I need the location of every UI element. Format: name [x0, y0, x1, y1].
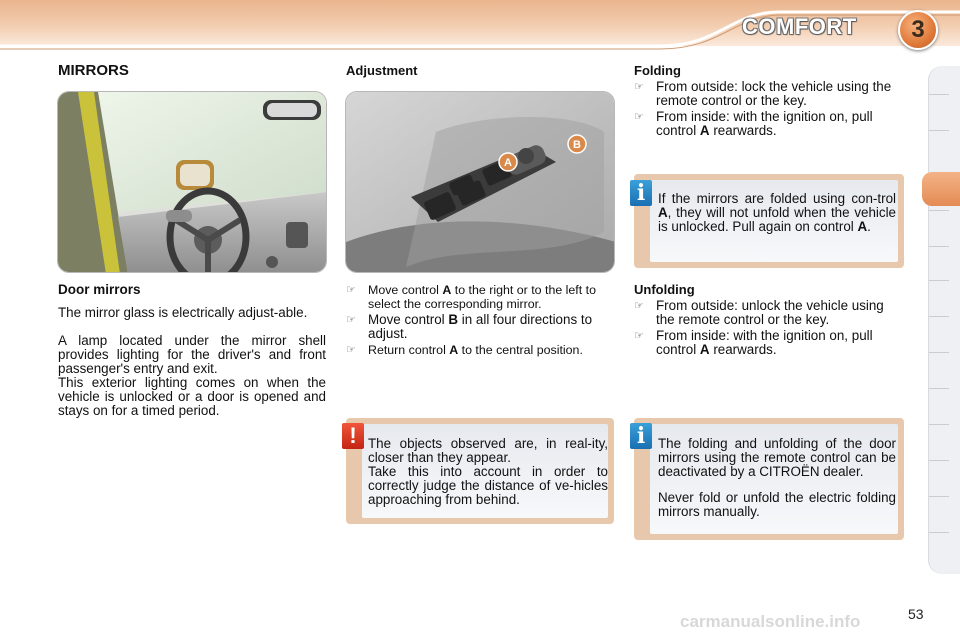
warning-note-text: The objects observed are, in real-ity, closer than they appear. [368, 436, 608, 465]
note-text: If the mirrors are folded using con-trol [658, 191, 896, 206]
control-key: A [449, 343, 459, 357]
control-key: A [442, 283, 452, 297]
pointing-hand-icon: ☞ [346, 344, 356, 356]
bullet-text: From outside: unlock the vehicle using the remote control or the key. [656, 298, 884, 327]
pointing-hand-icon: ☞ [346, 314, 356, 326]
bullet-text: rearwards. [709, 123, 777, 138]
bullet-text: From outside: lock the vehicle using the remote control or the key. [656, 79, 892, 108]
bullet-text: to the right or to the left to select the corresponding mirror. [368, 283, 596, 311]
info-note-text: The folding and unfolding of the door mirrors using the remote control can be deactivated by a CITROËN dealer. [658, 436, 896, 479]
unfolding-bullet [634, 299, 904, 327]
tab-divider [929, 130, 949, 131]
chapter-number: 3 [911, 16, 925, 43]
chapter-title: COMFORT [742, 14, 857, 39]
chapter-badge [898, 10, 938, 50]
bullet-text: Move control [368, 312, 449, 327]
bullet-text: From inside: with the ignition on, pull control [656, 109, 873, 138]
paragraph: This exterior lighting comes on when the vehicle is unlocked or a door is opened and stays on for a timed period. [58, 375, 326, 418]
info-note-text [658, 192, 896, 234]
pointing-hand-icon: ☞ [634, 111, 644, 123]
control-key: B [448, 312, 459, 327]
tab-divider [929, 496, 949, 497]
info-icon: i [630, 423, 652, 449]
bullet-text: to the central position. [458, 343, 583, 357]
adjustment-heading: Adjustment [346, 63, 418, 78]
subsection-title: Door mirrors [58, 282, 141, 297]
unfolding-bullet [634, 329, 904, 357]
exclamation-icon: ! [342, 423, 364, 449]
paragraph: A lamp located under the mirror shell provides lighting for the driver's and front passenger's entry and exit. [58, 333, 326, 376]
tab-divider [929, 246, 949, 247]
bullet-text: rearwards. [709, 342, 777, 357]
tab-divider [929, 210, 949, 211]
page-number: 53 [908, 606, 924, 622]
tab-divider [929, 94, 949, 95]
note-text: , they will not unfold when the vehicle is unlocked. Pull again on control [658, 205, 896, 234]
folding-bullet [634, 110, 904, 138]
car-interior-illustration [57, 91, 327, 273]
door-switch-drawing [346, 92, 615, 273]
control-key: A [699, 123, 710, 138]
pointing-hand-icon: ☞ [346, 284, 356, 296]
pointing-hand-icon: ☞ [634, 81, 644, 93]
note-text: . [867, 219, 871, 234]
control-key: A [658, 205, 668, 220]
section-title: MIRRORS [58, 62, 129, 79]
control-key: A [699, 342, 710, 357]
callout-a: A [504, 157, 512, 169]
bullet-text: From inside: with the ignition on, pull control [656, 328, 873, 357]
adjustment-bullet [346, 313, 616, 341]
chapter-tab-active [922, 172, 960, 206]
info-icon: i [630, 180, 652, 206]
tab-divider [929, 424, 949, 425]
door-switch-illustration [345, 91, 615, 273]
car-interior-drawing [58, 92, 327, 273]
paragraph: The mirror glass is electrically adjust-able. [58, 305, 308, 320]
pointing-hand-icon: ☞ [634, 300, 644, 312]
callout-b: B [573, 139, 581, 151]
tab-divider [929, 316, 949, 317]
folding-heading: Folding [634, 63, 681, 78]
info-note-text: Never fold or unfold the electric folding mirrors manually. [658, 490, 896, 519]
folding-bullet [634, 80, 904, 108]
bullet-text: Move control [368, 283, 443, 297]
tab-divider [929, 352, 949, 353]
control-key: A [857, 219, 868, 234]
tab-divider [929, 280, 949, 281]
adjustment-bullet [346, 343, 616, 357]
pointing-hand-icon: ☞ [634, 330, 644, 342]
bullet-text: in all four directions to adjust. [368, 312, 593, 341]
chapter-tab-strip [928, 66, 960, 574]
tab-divider [929, 532, 949, 533]
unfolding-heading: Unfolding [634, 282, 695, 297]
tab-divider [929, 388, 949, 389]
tab-divider [929, 460, 949, 461]
warning-note-text: Take this into account in order to correctly judge the distance of ve-hicles approaching from behind. [368, 464, 608, 507]
watermark: carmanualsonline.info [680, 612, 861, 631]
adjustment-bullet [346, 283, 616, 311]
bullet-text: Return control [368, 343, 450, 357]
